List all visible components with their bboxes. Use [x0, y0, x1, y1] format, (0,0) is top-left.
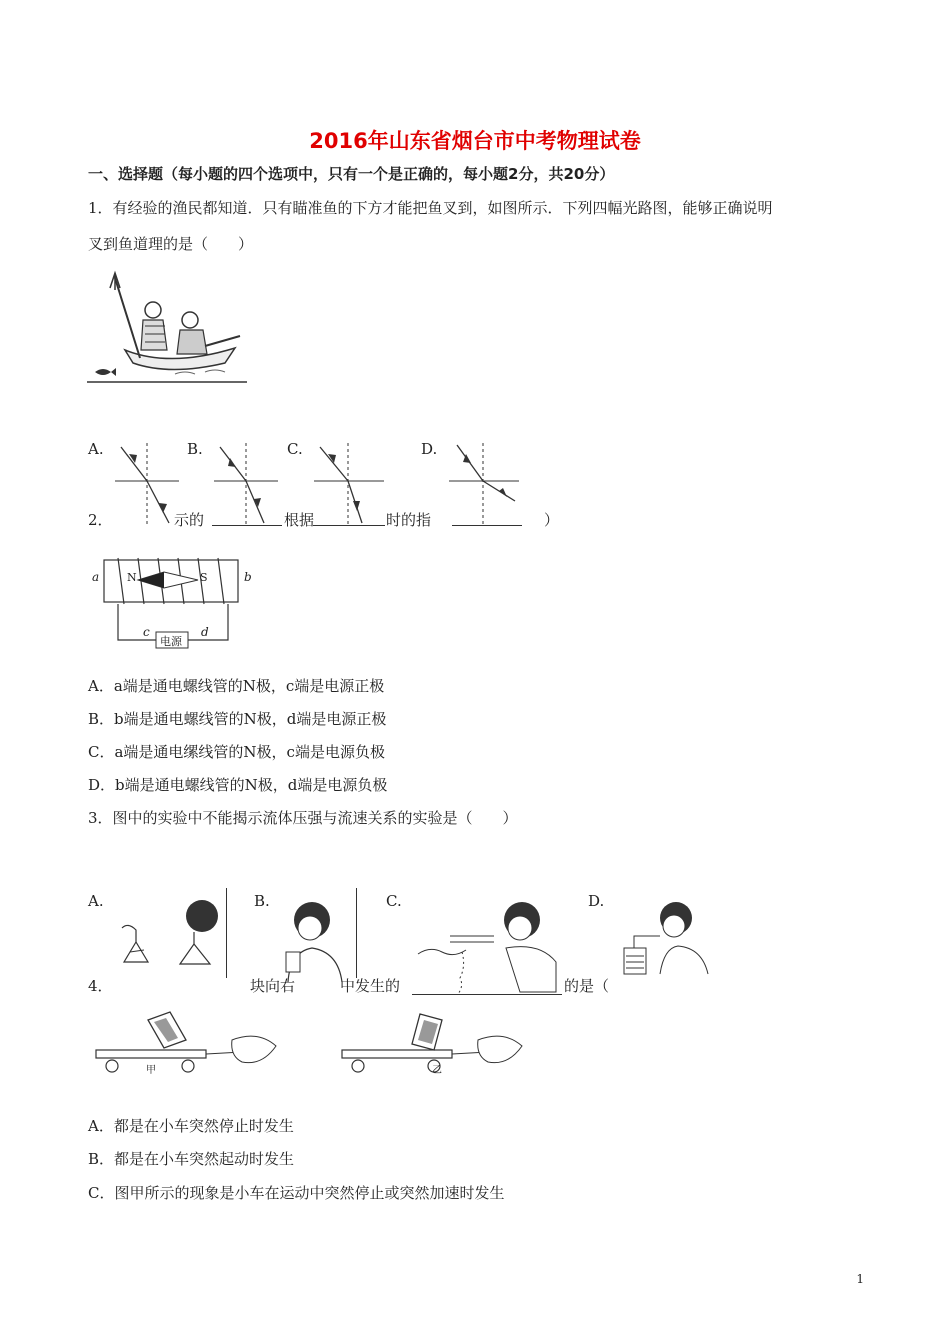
q1-option-b-diagram: [212, 441, 282, 527]
terminal-d-label: d: [201, 625, 209, 639]
q4-option-b: B．都是在小车突然起动时发生: [88, 1150, 295, 1168]
option-divider: [226, 888, 227, 978]
fisherman-boat-figure: [85, 268, 250, 386]
cart-figure-jia: [92, 1010, 282, 1080]
blank-underline: [313, 525, 385, 526]
question-4-stem-part: 中发生的: [340, 977, 401, 995]
q1-option-b-label: B.: [187, 440, 203, 458]
q1-option-d-diagram: [447, 441, 523, 527]
question-2-number: 2．: [88, 511, 113, 529]
q4-option-c: C．图甲所示的现象是小车在运动中突然停止或突然加速时发生: [88, 1184, 505, 1202]
q3-option-a-label: A.: [88, 892, 104, 910]
blank-underline: [412, 994, 562, 995]
q2-option-c: C．a端是通电缧线管的N极，c端是电源负极: [88, 743, 385, 761]
question-2-stem-part: 时的指: [386, 511, 432, 529]
q3-option-d-label: D.: [588, 892, 605, 910]
q2-option-b: B．b端是通电螺线管的N极，d端是电源正极: [88, 710, 387, 728]
solenoid-end-b-label: b: [244, 570, 252, 584]
q2-option-a: A．a端是通电螺线管的N极，c端是电源正极: [88, 677, 385, 695]
question-1-line-1: 1．有经验的渔民都知道．只有瞄准鱼的下方才能把鱼叉到，如图所示．下列四幅光路图，能够正确说明: [88, 199, 773, 217]
solenoid-circuit-figure: [88, 554, 258, 650]
compass-s-label: S: [200, 571, 208, 584]
question-4-stem-part: 的是（: [564, 977, 610, 995]
q3-option-b-label: B.: [254, 892, 270, 910]
q1-option-a-diagram: [113, 441, 183, 527]
blank-underline: [212, 525, 282, 526]
solenoid-end-a-label: a: [92, 570, 100, 584]
cart-figure-yi: [338, 1010, 528, 1080]
q4-option-a: A．都是在小车突然停止时发生: [88, 1117, 294, 1135]
question-2-stem-part: ）: [544, 511, 560, 529]
figure-caption-jia: 甲: [146, 1065, 156, 1076]
question-1-line-2: 叉到鱼道理的是（ ）: [88, 235, 254, 253]
q3-option-c-figure: [410, 896, 560, 996]
power-source-label: 电源: [160, 635, 182, 648]
figure-caption-yi: 乙: [432, 1065, 442, 1076]
q3-option-d-figure: [614, 898, 714, 978]
question-2-stem-part: 示的: [174, 511, 205, 529]
question-3-stem: 3．图中的实验中不能揭示流体压强与流速关系的实验是（ ）: [88, 809, 518, 827]
terminal-c-label: c: [143, 625, 150, 639]
q1-option-d-label: D.: [421, 440, 438, 458]
q1-option-c-diagram: [312, 441, 388, 527]
option-divider: [356, 888, 357, 978]
q3-option-b-figure: [276, 896, 354, 982]
q3-option-a-figure: [110, 892, 230, 982]
compass-n-label: N: [127, 571, 137, 584]
q2-option-d: D．b端是通电螺线管的N极，d端是电源负极: [88, 776, 388, 794]
page-title: 2016年山东省烟台市中考物理试卷: [309, 129, 641, 153]
question-2-stem-part: 根据: [284, 511, 315, 529]
section-heading: 一、选择题（每小题的四个选项中，只有一个是正确的，每小题2分，共20分）: [88, 165, 615, 183]
question-4-number: 4．: [88, 977, 113, 995]
q3-option-c-label: C.: [386, 892, 402, 910]
q1-option-a-label: A.: [88, 440, 104, 458]
q1-option-c-label: C.: [287, 440, 303, 458]
blank-underline: [452, 525, 522, 526]
page-number: 1: [856, 1272, 864, 1286]
question-4-stem-part: 块向右: [250, 977, 296, 995]
